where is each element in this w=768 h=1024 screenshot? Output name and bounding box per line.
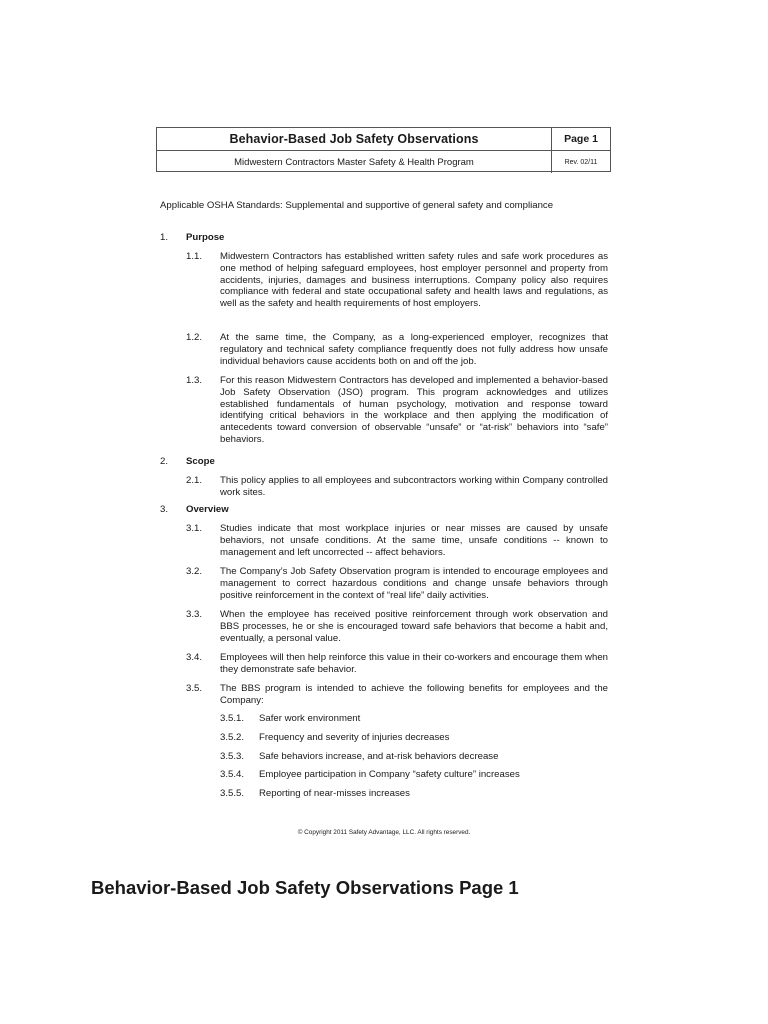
subitem-text: Employee participation in Company “safety culture” increases [259,769,520,780]
header-subtitle-cell [157,151,552,173]
document-header-table [156,127,611,172]
item-text: Employees will then help reinforce this value in their co-workers and encourage them when they demonstrate safe behavior. [220,652,608,675]
revision-label: Rev. 02/11 [564,158,598,166]
document-title: Behavior-Based Job Safety Observations [229,132,479,146]
page-caption: Behavior-Based Job Safety Observations Page 1 [91,877,519,898]
header-revision-cell [552,151,610,173]
item-text: This policy applies to all employees and subcontractors working within Company controlled work sites. [220,475,608,498]
copyright-notice: © Copyright 2011 Safety Advantage, LLC. All rights reserved. [297,829,471,836]
item-number: 3.4. [186,652,203,663]
item-text: When the employee has received positive reinforcement through work observation and BBS processes, he or she is encouraged toward safe behaviors that become a habit and, eventually, a personal value. [220,609,608,644]
item-number: 2.1. [186,475,203,486]
subitem-text: Safer work environment [259,713,361,724]
section-number: 1. [160,232,169,243]
subitem-number: 3.5.5. [220,788,245,799]
item-text: Midwestern Contractors has established written safety rules and safe work procedures as one method of helping safeguard employees, host employer personnel and property from accidents, injuries, damages and business interruptions. Company policy also requires compliance with federal and state occupational safety and health laws and regulations, as well as the safety and health requirements of host employers. [220,251,608,310]
section-title-purpose: Purpose [186,232,225,243]
item-number: 3.1. [186,523,203,534]
item-number: 3.5. [186,683,203,694]
header-row-subtitle [157,151,610,173]
applicable-standards: Applicable OSHA Standards: Supplemental and supportive of general safety and compliance [160,200,554,211]
subitem-text: Frequency and severity of injuries decreases [259,732,450,743]
subitem-number: 3.5.2. [220,732,245,743]
document-subtitle: Midwestern Contractors Master Safety & Health Program [234,156,474,168]
subitem-text: Safe behaviors increase, and at-risk behaviors decrease [259,751,499,762]
section-number: 2. [160,456,169,467]
item-text: The BBS program is intended to achieve the following benefits for employees and the Company: [220,683,608,706]
section-title-overview: Overview [186,504,229,515]
section-title-scope: Scope [186,456,215,467]
item-number: 1.2. [186,332,203,343]
page-label: Page 1 [564,133,598,145]
header-title-cell [157,128,552,150]
item-number: 1.1. [186,251,203,262]
section-number: 3. [160,504,169,515]
item-number: 1.3. [186,375,203,386]
subitem-number: 3.5.1. [220,713,245,724]
item-number: 3.2. [186,566,203,577]
subitem-number: 3.5.3. [220,751,245,762]
subitem-text: Reporting of near-misses increases [259,788,410,799]
item-text: For this reason Midwestern Contractors has developed and implemented a behavior-based Job Safety Observation (JSO) program. This program acknowledges and utilizes established fundamentals of human psychology, motivation and response toward identifying critical behaviors in the workplace and then applying the modification of antecedents toward conversion of observable “unsafe” or “at-risk” behaviors into “safe” behaviors. [220,375,608,445]
header-row-title [157,128,610,151]
subitem-number: 3.5.4. [220,769,245,780]
item-text: Studies indicate that most workplace injuries or near misses are caused by unsafe behaviors, not unsafe conditions. At the same time, unsafe conditions -- known to management and left uncorrected -- affect behaviors. [220,523,608,558]
item-text: At the same time, the Company, as a long-experienced employer, recognizes that regulatory and technical safety compliance frequently does not fully address how unsafe individual behaviors cause accidents both on and off the job. [220,332,608,367]
header-page-cell [552,128,610,150]
item-text: The Company’s Job Safety Observation program is intended to encourage employees and management to correct hazardous conditions and change unsafe behaviors through positive reinforcement in the context of “real life” daily activities. [220,566,608,601]
item-number: 3.3. [186,609,203,620]
